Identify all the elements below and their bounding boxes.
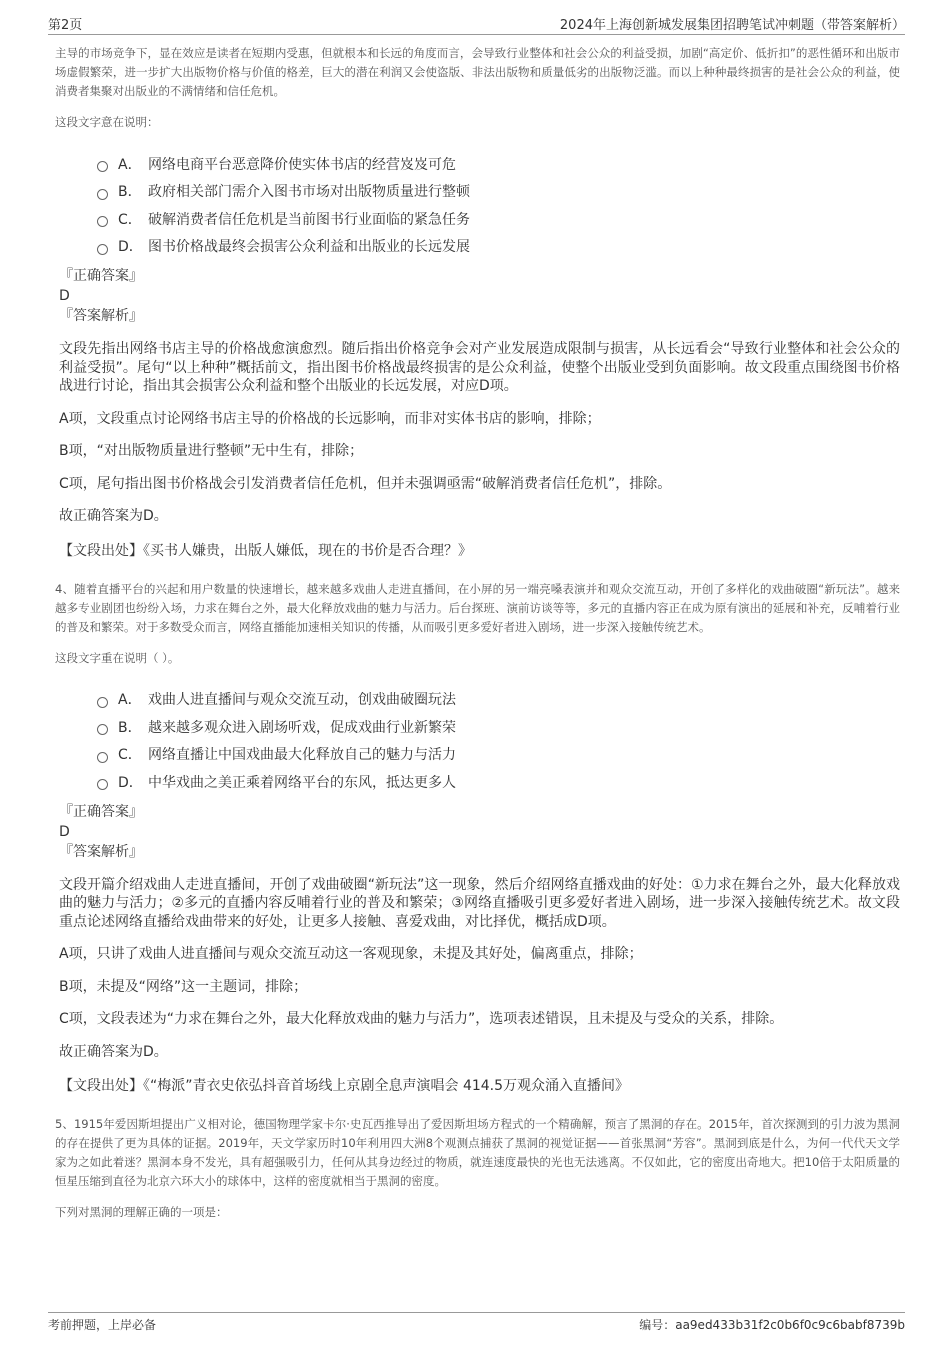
q4-prompt: 这段文字重在说明（ ）。 [55,650,180,665]
q3-analysis-label: 『答案解析』 [59,308,143,324]
option-text: 政府相关部门需介入图书市场对出版物质量进行整顿 [148,184,470,201]
radio-icon[interactable] [97,161,108,172]
q4-option-b[interactable] [97,713,900,741]
q3-prompt: 这段文字意在说明： [55,115,159,129]
q4-option-c[interactable] [97,741,900,769]
radio-icon[interactable] [97,216,108,227]
option-text: 图书价格战最终会损害公众利益和出版业的长远发展 [148,239,470,256]
q3-passage: 主导的市场竞争下，显在效应是读者在短期内受惠，但就根本和长远的角度而言，会导致行业整体和社会公众的利益受损，加剧“高定价、低折扣”的恶性循环和出版市场虚假繁荣，进一步扩大出版物价格与价值的格差，巨大的潜在利润又会使盗版、非法出版物和质量低劣的出版物泛滥。而以上种种最终损害的是社会公众的利益，使消费者集聚对出版业的不满情绪和信任危机。 [55,46,900,98]
analysis-paragraph: A项，文段重点讨论网络书店主导的价格战的长远影响，而非对实体书店的影响，排除； [59,410,601,427]
page-footer [48,1312,905,1339]
q3-options [97,150,900,260]
option-letter: C． [118,747,142,764]
q3-option-b[interactable] [97,178,900,206]
q4-answer-label: 『正确答案』 [59,803,143,820]
option-text: 网络电商平台恶意降价使实体书店的经营岌岌可危 [148,156,456,173]
footer-slogan: 考前押题，上岸必备 [48,1318,157,1332]
q4-options [97,686,900,796]
q3-answer-label: 『正确答案』 [59,268,143,284]
q3-answer: D [59,288,70,304]
radio-icon[interactable] [97,244,108,255]
option-text: 破解消费者信任危机是当前图书行业面临的紧急任务 [148,211,470,228]
page-header [48,14,905,35]
q4-analysis-label: 『答案解析』 [59,843,143,860]
q3-option-a[interactable] [97,150,900,178]
radio-icon[interactable] [97,697,108,708]
analysis-paragraph: 故正确答案为D。 [59,508,168,524]
q3-source: 【文段出处】《买书人嫌贵，出版人嫌低，现在的书价是否合理？》 [59,542,472,559]
page-number: 第2页 [48,18,83,33]
q4-option-a[interactable] [97,686,900,714]
analysis-paragraph: 文段开篇介绍戏曲人走进直播间，开创了戏曲破圈“新玩法”这一现象，然后介绍网络直播戏曲的好处：①力求在舞台之外，最大化释放戏曲的魅力与活力；②多元的直播内容反哺着行业的普及和繁荣；③网络直播吸引更多爱好者进入剧场，进一步深入接触传统艺术。故文段重点论述网络直播给戏曲带来的好处，让更多人接触、喜爱戏曲，对比择优，概括成D项。 [59,876,900,930]
q3-option-d[interactable] [97,233,900,261]
radio-icon[interactable] [97,189,108,200]
option-letter: A． [118,156,142,173]
option-letter: D． [118,239,143,256]
analysis-paragraph: C项，尾句指出图书价格战会引发消费者信任危机，但并未强调亟需“破解消费者信任危机”，排除。 [59,475,672,492]
q5-passage: 5、1915年爱因斯坦提出广义相对论，德国物理学家卡尔·史瓦西推导出了爱因斯坦场方程式的一个精确解，预言了黑洞的存在。2015年，首次探测到的引力波为黑洞的存在提供了更为具体的证据。2019年，天文学家历时10年利用四大洲8个观测点捕获了黑洞的视觉证据——首张黑洞“芳容”。黑洞到底是什么，为何一代代天文学家为之如此着迷？黑洞本身不发光，具有超强吸引力，任何从其身边经过的物质，就连速度最快的光也无法逃离。不仅如此，它的密度出奇地大。把10倍于太阳质量的恒星压缩到直径为北京六环大小的球体中，这样的密度就相当于黑洞的密度。 [55,1117,900,1188]
radio-icon[interactable] [97,779,108,790]
q4-source: 【文段出处】《“梅派”青衣史依弘抖音首场线上京剧全息声演唱会 414.5万观众涌入直播间》 [59,1078,630,1094]
q4-answer: D [59,823,70,840]
q3-analysis [59,340,900,526]
option-text: 越来越多观众进入剧场听戏，促成戏曲行业新繁荣 [148,719,456,736]
option-letter: C． [118,211,142,228]
option-letter: B． [118,719,142,736]
analysis-paragraph: B项，“对出版物质量进行整顿”无中生有，排除； [59,443,364,459]
option-letter: A． [118,692,142,709]
q3-option-c[interactable] [97,205,900,233]
option-text: 戏曲人进直播间与观众交流互动，创戏曲破圈玩法 [148,692,456,709]
document-id: 编号：aa9ed433b31f2c0b6f0c9c6babf8739b [639,1318,905,1332]
analysis-paragraph: C项，文段表述为“力求在舞台之外，最大化释放戏曲的魅力与活力”，选项表述错误，且未提及与受众的关系，排除。 [59,1011,784,1027]
q4-analysis [59,876,900,1062]
analysis-paragraph: 故正确答案为D。 [59,1043,168,1060]
q4-passage: 4、随着直播平台的兴起和用户数量的快速增长，越来越多戏曲人走进直播间，在小屏的另一端亮嗓表演并和观众交流互动，开创了多样化的戏曲破圈“新玩法”。越来越多专业剧团也纷纷入场，力求在舞台之外，最大化释放戏曲的魅力与活力。后台探班、演前访谈等等，多元的直播内容正在成为原有演出的延展和补充，反哺着行业的普及和繁荣。对于多数受众而言，网络直播能加速相关知识的传播，从而吸引更多爱好者进入剧场，进一步深入接触传统艺术。 [55,581,900,634]
option-text: 网络直播让中国戏曲最大化释放自己的魅力与活力 [148,747,456,764]
q4-option-d[interactable] [97,768,900,796]
q5-prompt: 下列对黑洞的理解正确的一项是： [55,1205,228,1219]
document-title: 2024年上海创新城发展集团招聘笔试冲刺题（带答案解析） [559,18,905,33]
option-letter: D． [118,774,143,791]
radio-icon[interactable] [97,724,108,735]
option-text: 中华戏曲之美正乘着网络平台的东风，抵达更多人 [148,774,456,791]
option-letter: B． [118,184,142,201]
analysis-paragraph: A项，只讲了戏曲人进直播间与观众交流互动这一客观现象，未提及其好处，偏离重点，排除； [59,946,643,962]
analysis-paragraph: 文段先指出网络书店主导的价格战愈演愈烈。随后指出价格竞争会对产业发展造成限制与损害，从长远看会“导致行业整体和社会公众的利益受损”。尾句“以上种种”概括前文，指出图书价格战最终损害的是公众利益，使整个出版业受到负面影响。故文段重点围绕图书价格战进行讨论，指出其会损害公众利益和整个出版业的长远发展，对应D项。 [59,341,900,394]
radio-icon[interactable] [97,752,108,763]
page-content [55,44,900,1240]
analysis-paragraph: B项，未提及“网络”这一主题词，排除； [59,978,308,995]
